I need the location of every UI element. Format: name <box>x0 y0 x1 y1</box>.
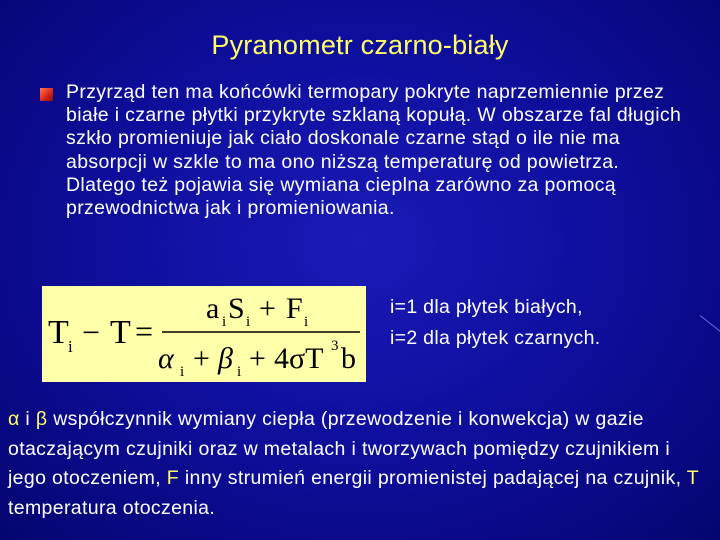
formula-den-beta-sub: i <box>237 364 242 380</box>
formula-num-plus: + <box>259 292 276 325</box>
formula <box>42 286 366 382</box>
t-symbol: T <box>686 467 699 489</box>
bottom-text-2: inny strumień energii promienistej padającej na czujnik, <box>179 467 687 489</box>
bottom-paragraph <box>8 405 708 523</box>
decorative-line <box>700 315 720 334</box>
formula-num-s-sub: i <box>246 314 251 330</box>
formula-den-alpha-sub: i <box>180 364 185 380</box>
formula-rhs-t: T <box>110 314 131 351</box>
formula-den-beta: β <box>218 342 233 375</box>
bullet-marker-icon <box>40 88 53 101</box>
formula-lhs-t: T <box>48 314 69 351</box>
formula-equals: = <box>135 313 154 349</box>
note-white-plates: i=1 dla płytek białych, <box>390 296 583 318</box>
formula-den-alpha: α <box>158 342 174 375</box>
bottom-text-3: temperatura otoczenia. <box>8 496 216 519</box>
plate-notes <box>390 292 600 354</box>
bullet-paragraph: Przyrząd ten ma końcówki termopary pokryte naprzemiennie przez białe i czarne płytki przykryte szklaną kopułą. W obszarze fal długich szkło promieniuje jak ciało doskonale czarne stąd o ile nie ma absorpcji w szkle to ma ono niższą temperaturę od powietrza. Dlatego też pojawia się wymiana cieplna zarówno za pomocą przewodnictwa jak i promieniowania. <box>66 81 682 220</box>
formula-den-b: b <box>341 342 356 375</box>
formula-den-exp: 3 <box>331 338 339 354</box>
formula-den-plus2: + <box>249 342 266 375</box>
note-black-plates: i=2 dla płytek czarnych. <box>390 327 601 349</box>
slide-title: Pyranometr czarno-biały <box>211 30 509 60</box>
formula-num-f-sub: i <box>304 314 309 330</box>
formula-lhs-sub: i <box>68 337 73 356</box>
f-symbol: F <box>166 467 180 489</box>
formula-minus: − <box>82 314 101 350</box>
formula-num-s: S <box>228 292 245 325</box>
formula-num-f: F <box>286 292 303 325</box>
bottom-text-1: współczynnik wymiany ciepła (przewodzenie i konwekcja) w gazie otaczającym czujniki oraz w metalach i tworzywach pomiędzy czujnikiem i jego otoczeniem, <box>8 408 671 489</box>
alpha-symbol: α <box>8 408 20 430</box>
formula-num-a-sub: i <box>222 314 227 330</box>
and-text: i <box>19 408 36 430</box>
beta-symbol: β <box>35 408 48 430</box>
formula-box <box>42 286 366 382</box>
formula-den-4sigmat: 4σT <box>274 342 324 375</box>
formula-den-plus1: + <box>193 342 210 375</box>
formula-num-a: a <box>206 292 220 325</box>
